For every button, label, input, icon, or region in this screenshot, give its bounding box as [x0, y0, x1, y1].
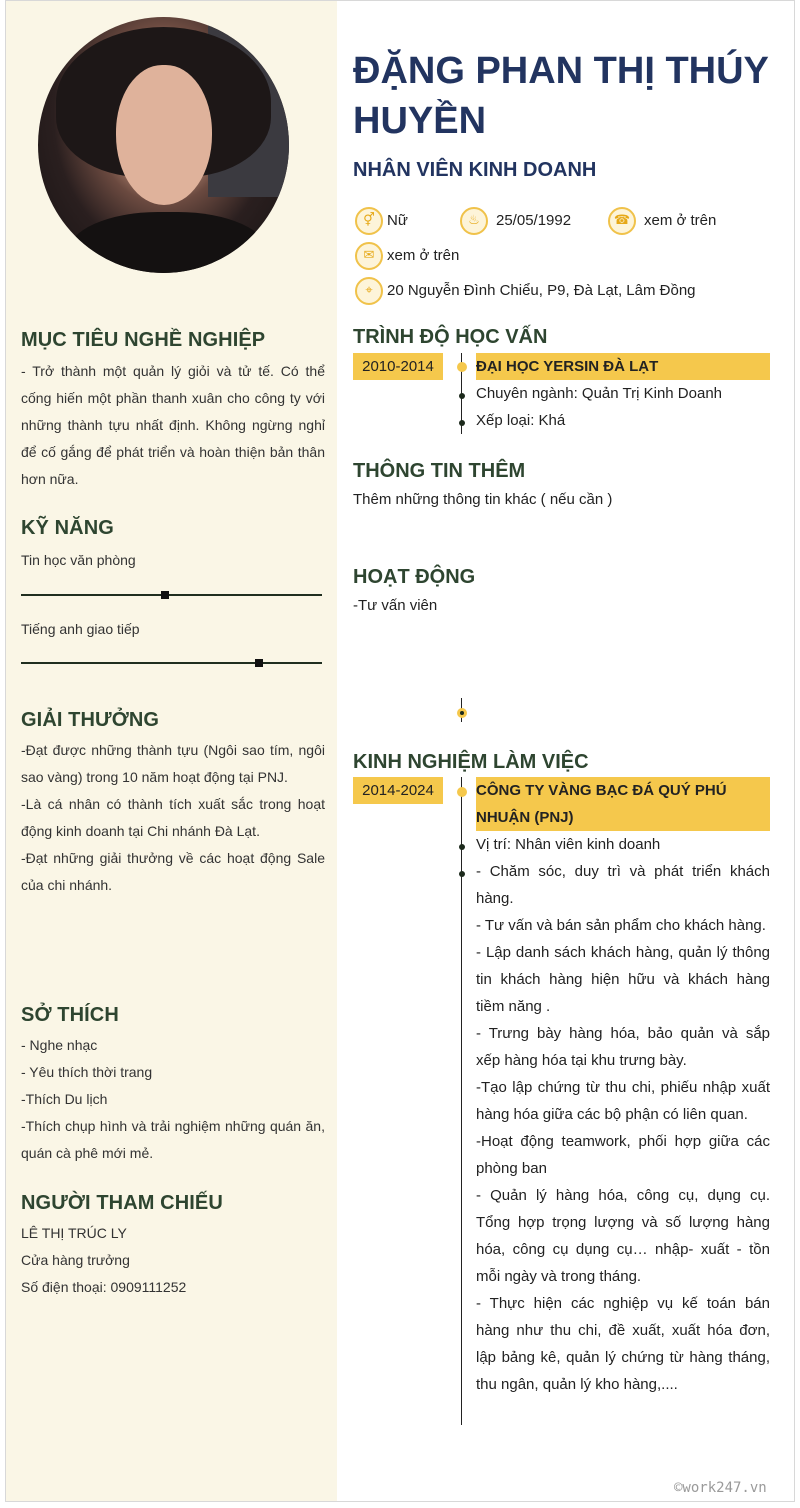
candidate-name: ĐẶNG PHAN THỊ THÚY HUYỀN: [353, 50, 769, 142]
phone-icon: ☎: [608, 207, 636, 235]
skills-title: KỸ NĂNG: [21, 517, 114, 539]
timeline-bullet: [459, 420, 465, 426]
timeline-dot: [457, 787, 467, 797]
timeline-bullet: [459, 871, 465, 877]
award-line: sao vàng) trong 10 năm hoạt động tại PNJ.: [21, 769, 288, 785]
skill-level-marker: [161, 591, 169, 599]
hobby-line: - Nghe nhạc: [21, 1037, 98, 1053]
experience-line: - Chăm sóc, duy trì và phát triển khách: [476, 863, 770, 880]
experience-line: hóa, công cụ dụng cụ… nhập- xuất - tồn: [476, 1241, 770, 1258]
education-date: 2010-2014: [353, 353, 443, 380]
reference-role: Cửa hàng trưởng: [21, 1252, 130, 1268]
experience-line: hàng như thu chi, đề xuất, xuất hóa đơn,: [476, 1322, 770, 1339]
award-line: của chi nhánh.: [21, 877, 113, 893]
objective-line: hơn nữa.: [21, 471, 79, 487]
skill-level-marker: [255, 659, 263, 667]
experience-line: - Tư vấn và bán sản phẩm cho khách hàng.: [476, 917, 766, 934]
experience-line: - Trưng bày hàng hóa, bảo quản và sắp: [476, 1025, 770, 1042]
phone-value: xem ở trên: [644, 212, 717, 229]
hobby-line: -Thích chụp hình và trải nghiệm những quán ăn,: [21, 1118, 325, 1134]
birthday-value: 25/05/1992: [496, 212, 572, 229]
timeline-bullet: [459, 393, 465, 399]
experience-line: - Quản lý hàng hóa, công cụ, dụng cụ.: [476, 1187, 770, 1204]
timeline-bullet: [460, 711, 464, 715]
extra-info-title: THÔNG TIN THÊM: [353, 460, 526, 482]
reference-name: LÊ THỊ TRÚC LY: [21, 1225, 127, 1241]
objective-line: - Trở thành một quản lý giỏi và tử tế. Có thể: [21, 363, 325, 379]
objective-text: [21, 358, 325, 493]
experience-line: hàng hóa giữa các bộ phận có liên quan.: [476, 1106, 748, 1123]
objective-line: cống hiến một phần thanh xuân cho công ty với: [21, 390, 325, 406]
address-value: 20 Nguyễn Đình Chiểu, P9, Đà Lạt, Lâm Đồng: [387, 282, 696, 299]
experience-line: phòng ban: [476, 1160, 547, 1177]
cake-icon: ♨: [460, 207, 488, 235]
award-line: động kinh doanh tại Chi nhánh Đà Lạt.: [21, 823, 260, 839]
experience-line: mỗi ngày và trong tháng.: [476, 1268, 642, 1285]
company-line: CÔNG TY VÀNG BẠC ĐÁ QUÝ PHÚ: [476, 782, 727, 799]
experience-date: 2014-2024: [353, 777, 443, 804]
experience-line: Tổng hợp trọng lượng và số lượng hàng: [476, 1214, 770, 1231]
hobbies-title: SỞ THÍCH: [21, 1004, 119, 1026]
watermark: ©work247.vn: [674, 1480, 767, 1496]
award-line: -Là cá nhân có thành tích xuất sắc trong hoạt: [21, 796, 325, 812]
company-name: [476, 777, 770, 831]
hobby-line: - Yêu thích thời trang: [21, 1064, 153, 1080]
objective-line: để cố gắng để phát triển và hoàn thiện bản thân: [21, 444, 325, 460]
gender-value: Nữ: [387, 212, 408, 229]
skill-bar: [21, 594, 322, 596]
experience-line: -Hoạt động teamwork, phối hợp giữa các: [476, 1133, 770, 1150]
activities-text: -Tư vấn viên: [353, 597, 438, 614]
activities-title: HOẠT ĐỘNG: [353, 566, 476, 588]
experience-line: -Tạo lập chứng từ thu chi, phiếu nhập xuất: [476, 1079, 770, 1096]
company-line: NHUẬN (PNJ): [476, 809, 574, 826]
education-title: TRÌNH ĐỘ HỌC VẤN: [353, 326, 548, 348]
hobby-line: -Thích Du lịch: [21, 1091, 108, 1107]
awards-title: GIẢI THƯỞNG: [21, 709, 160, 731]
gender-icon: ⚥: [355, 207, 383, 235]
experience-position: Vị trí: Nhân viên kinh doanh: [476, 836, 661, 853]
experience-title: KINH NGHIỆM LÀM VIỆC: [353, 751, 589, 773]
experience-line: xếp hàng hóa tại khu trưng bày.: [476, 1052, 687, 1069]
skill-name: Tin học văn phòng: [21, 552, 136, 568]
skill-name: Tiếng anh giao tiếp: [21, 621, 140, 637]
school-name: ĐẠI HỌC YERSIN ĐÀ LẠT: [476, 353, 770, 380]
awards-text: [21, 737, 325, 899]
award-line: -Đạt những giải thưởng về các hoạt động Sale: [21, 850, 325, 866]
timeline-dot: [457, 362, 467, 372]
reference-text: [21, 1220, 325, 1301]
experience-line: - Thực hiện các nghiệp vụ kế toán bán: [476, 1295, 770, 1312]
experience-line: lập bảng kê, quản lý chứng từ hàng tháng,: [476, 1349, 770, 1366]
job-title: NHÂN VIÊN KINH DOANH: [353, 159, 597, 181]
education-rank: Xếp loại: Khá: [476, 412, 566, 429]
award-line: -Đạt được những thành tựu (Ngôi sao tím, ngôi: [21, 742, 325, 758]
extra-info-text: Thêm những thông tin khác ( nếu cần ): [353, 491, 613, 508]
experience-details: [476, 831, 770, 1398]
profile-photo: [38, 17, 289, 273]
experience-line: hàng.: [476, 890, 514, 907]
experience-line: tiềm năng .: [476, 998, 551, 1015]
objective-line: những thành tựu nhất định. Không ngừng nghỉ: [21, 417, 325, 433]
reference-title: NGƯỜI THAM CHIẾU: [21, 1192, 223, 1214]
experience-line: thu ngân, quản lý kho hàng,....: [476, 1376, 678, 1393]
reference-phone: Số điện thoại: 0909111252: [21, 1279, 187, 1295]
mail-icon: ✉: [355, 242, 383, 270]
hobby-line: quán cà phê mới mẻ.: [21, 1145, 154, 1161]
experience-line: - Lập danh sách khách hàng, quản lý thông: [476, 944, 770, 961]
experience-line: tin khách hàng hiện hữu và khách hàng: [476, 971, 770, 988]
timeline-bullet: [459, 844, 465, 850]
map-pin-icon: ⌖: [355, 277, 383, 305]
education-details: [476, 380, 770, 434]
skill-bar: [21, 662, 322, 664]
hobbies-text: [21, 1032, 325, 1167]
objective-title: MỤC TIÊU NGHỀ NGHIỆP: [21, 329, 266, 351]
email-value: xem ở trên: [387, 247, 460, 264]
education-major: Chuyên ngành: Quản Trị Kinh Doanh: [476, 385, 722, 402]
